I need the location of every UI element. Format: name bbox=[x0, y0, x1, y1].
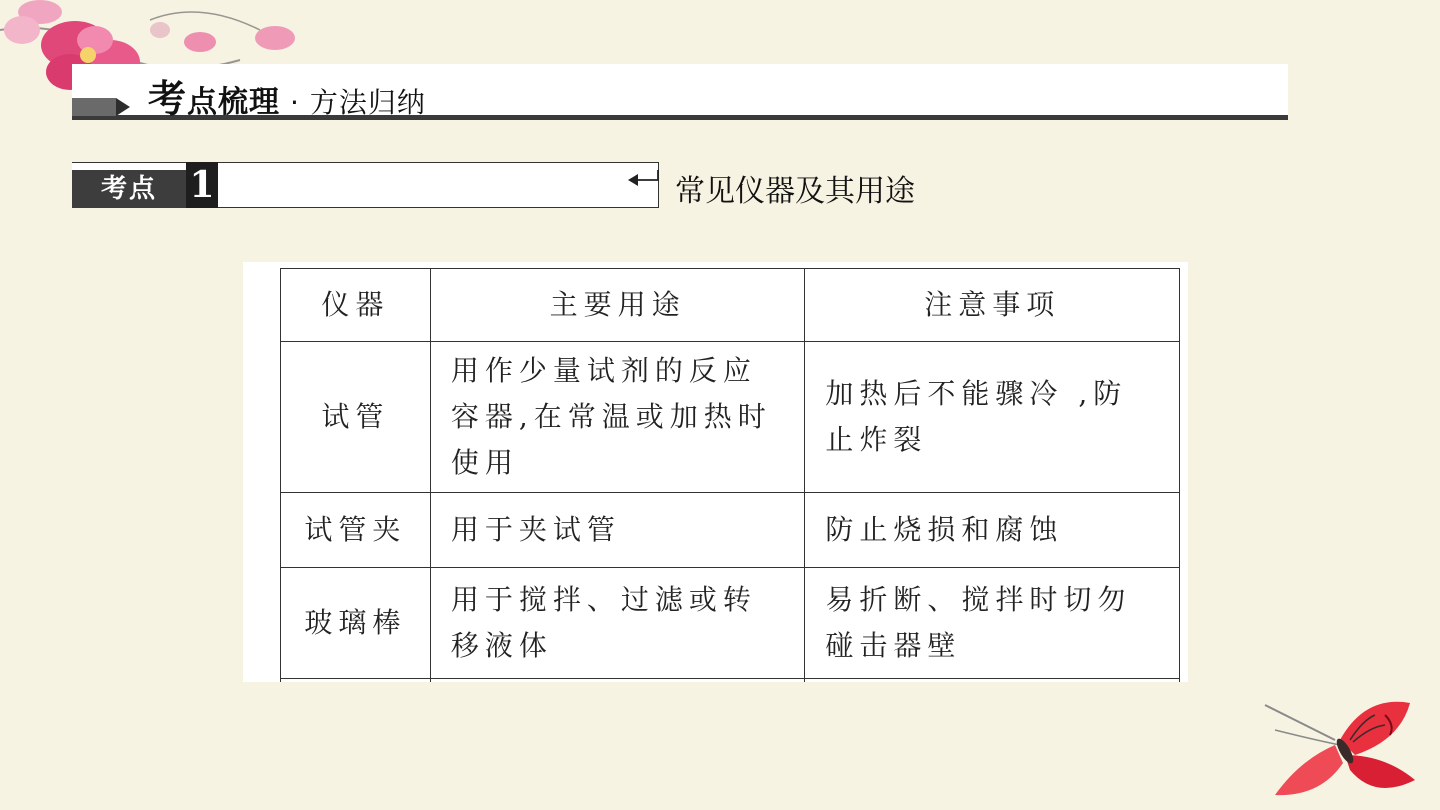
table-header-row bbox=[281, 269, 1180, 342]
instrument-cell: 试管 bbox=[281, 342, 431, 493]
table-row bbox=[281, 568, 1180, 679]
instrument-table bbox=[280, 268, 1180, 682]
table-row bbox=[281, 342, 1180, 493]
section-number: 1 bbox=[186, 162, 218, 208]
usage-cell: 用于搅拌、过滤或转移液体 bbox=[430, 568, 805, 679]
page-title-big: 考 bbox=[148, 77, 188, 121]
page-title bbox=[148, 68, 426, 123]
column-header: 主要用途 bbox=[430, 269, 805, 342]
table-row-cut bbox=[281, 679, 1180, 683]
column-header: 注意事项 bbox=[805, 269, 1180, 342]
page-subtitle: · 方法归纳 bbox=[290, 86, 426, 119]
table-row bbox=[281, 493, 1180, 568]
butterfly-icon bbox=[1245, 685, 1440, 810]
notes-cell: 加热后不能骤冷 ,防止炸裂 bbox=[805, 342, 1180, 493]
notes-cell: 易折断、搅拌时切勿碰击器壁 bbox=[805, 568, 1180, 679]
usage-cell: 用作少量试剂的反应容器,在常温或加热时使用 bbox=[430, 342, 805, 493]
section-topic: 常见仪器及其用途 bbox=[675, 174, 915, 209]
instrument-cell: 玻璃棒 bbox=[281, 568, 431, 679]
notes-cell: 防止烧损和腐蚀 bbox=[805, 493, 1180, 568]
page-title-rest: 点梳理 bbox=[187, 85, 281, 120]
section-label: 考点 bbox=[72, 170, 186, 208]
arrow-left-icon bbox=[626, 168, 660, 188]
table-panel bbox=[243, 262, 1188, 682]
instrument-cell: 试管夹 bbox=[281, 493, 431, 568]
usage-cell: 用于夹试管 bbox=[430, 493, 805, 568]
column-header: 仪器 bbox=[281, 269, 431, 342]
